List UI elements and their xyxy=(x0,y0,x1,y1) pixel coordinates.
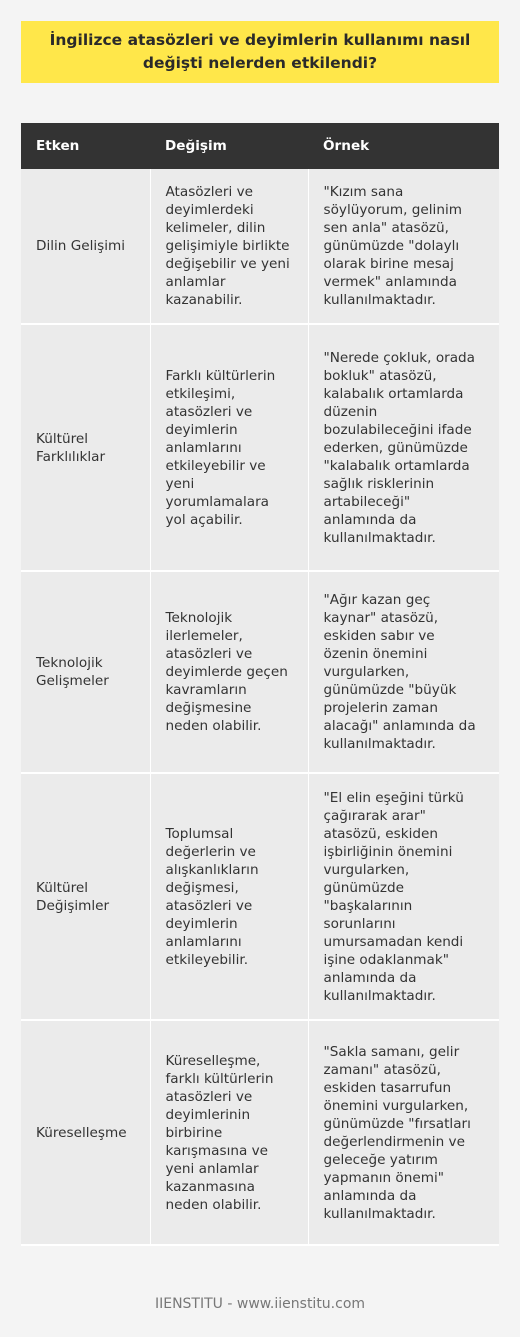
table-row xyxy=(21,169,499,324)
header-etken: Etken xyxy=(21,123,150,169)
cell-ornek: "Nerede çokluk, orada bokluk" atasözü, kalabalık ortamlarda düzenin bozulabileceğini ifade ederken, günümüzde "kalabalık ortamlarda sağlık risklerinin artabileceği" anlamında da kullanılmaktadır. xyxy=(308,324,499,571)
header-degisim: Değişim xyxy=(150,123,308,169)
table-row xyxy=(21,1020,499,1245)
cell-etken: Teknolojik Gelişmeler xyxy=(21,571,150,773)
cell-degisim: Atasözleri ve deyimlerdeki kelimeler, dilin gelişimiyle birlikte değişebilir ve yeni anlamlar kazanabilir. xyxy=(150,169,308,324)
cell-etken: Kültürel Farklılıklar xyxy=(21,324,150,571)
table-row xyxy=(21,324,499,571)
cell-degisim: Toplumsal değerlerin ve alışkanlıkların değişmesi, atasözleri ve deyimlerin anlamlarını etkileyebilir. xyxy=(150,773,308,1020)
cell-etken: Kültürel Değişimler xyxy=(21,773,150,1020)
cell-ornek: "Ağır kazan geç kaynar" atasözü, eskiden sabır ve özenin önemini vurgularken, günümüzde "büyük projelerin zaman alacağı" anlamında da kullanılmaktadır. xyxy=(308,571,499,773)
cell-degisim: Teknolojik ilerlemeler, atasözleri ve deyimlerde geçen kavramların değişmesine neden olabilir. xyxy=(150,571,308,773)
header-row xyxy=(21,123,499,169)
header-ornek: Örnek xyxy=(308,123,499,169)
table-header xyxy=(21,123,499,169)
comparison-table xyxy=(21,123,499,1246)
cell-ornek: "El elin eşeğini türkü çağırarak arar" atasözü, eskiden işbirliğinin önemini vurgularken, günümüzde "başkalarının sorunlarını umursamadan kendi işine odaklanmak" anlamında da kullanılmaktadır. xyxy=(308,773,499,1020)
table-row xyxy=(21,773,499,1020)
cell-degisim: Farklı kültürlerin etkileşimi, atasözleri ve deyimlerin anlamlarını etkileyebilir ve yeni yorumlamalara yol açabilir. xyxy=(150,324,308,571)
cell-etken: Küreselleşme xyxy=(21,1020,150,1245)
cell-degisim: Küreselleşme, farklı kültürlerin atasözleri ve deyimlerinin birbirine karışmasına ve yeni anlamlar kazanmasına neden olabilir. xyxy=(150,1020,308,1245)
cell-etken: Dilin Gelişimi xyxy=(21,169,150,324)
title-banner xyxy=(21,21,499,83)
cell-ornek: "Kızım sana söylüyorum, gelinim sen anla" atasözü, günümüzde "dolaylı olarak birine mesaj vermek" anlamında kullanılmaktadır. xyxy=(308,169,499,324)
page-title: İngilizce atasözleri ve deyimlerin kullanımı nasıl değişti nelerden etkilendi? xyxy=(49,31,471,72)
cell-ornek: "Sakla samanı, gelir zamanı" atasözü, eskiden tasarrufun önemini vurgularken, günümüzde "fırsatları değerlendirmenin ve geleceğe yatırım yapmanın önemi" anlamında da kullanılmaktadır. xyxy=(308,1020,499,1245)
table-row xyxy=(21,571,499,773)
table-body xyxy=(21,169,499,1245)
footer-credit: IIENSTITU - www.iienstitu.com xyxy=(154,1296,366,1312)
